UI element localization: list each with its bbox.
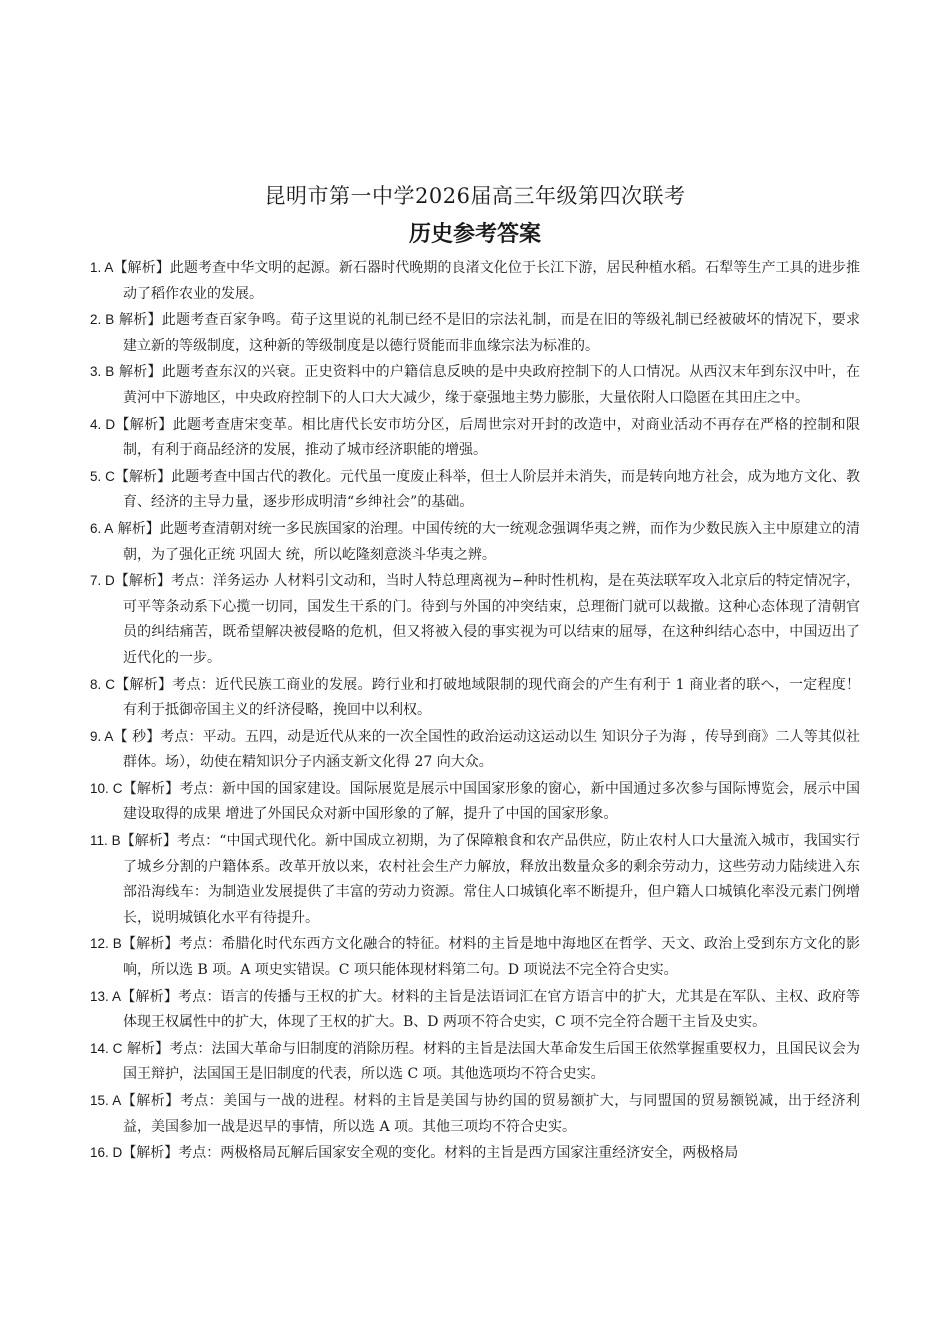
answer-item-2	[90, 307, 860, 359]
answer-item-10	[90, 776, 860, 828]
answer-number: 15. A	[90, 1093, 122, 1108]
answer-number: 9. A	[90, 728, 114, 744]
answer-item-8	[90, 672, 860, 724]
answer-number: 10. C	[90, 780, 123, 796]
answer-item-3	[90, 359, 860, 411]
answer-text: 【 秒】考点：平动。五四，动是近代从来的一次全国性的政治运动这运动以生 知识分子为海 ，传导到商》二人等其似社群体。场），幼使在精知识分子内涵支新文化得 27 向大众。	[113, 728, 860, 771]
answer-text: 【解析】此题考查中华文明的起源。新石器时代晚期的良渚文化位于长江下游，居民种植水稻。石犁等生产工具的进步推动了稻作农业的发展。	[113, 260, 860, 302]
answer-number: 7. D	[90, 573, 115, 589]
answer-item-12	[90, 931, 860, 983]
answer-number: 13. A	[90, 988, 121, 1004]
answer-item-11	[90, 828, 860, 931]
answer-number: 14. C	[90, 1040, 123, 1056]
answer-number: 3. B	[90, 364, 115, 380]
answer-number: 8. C	[90, 676, 116, 692]
answer-item-16	[90, 1140, 860, 1167]
answer-text: 【解析】考点：语言的传播与王权的扩大。材料的主旨是法语词汇在官方语言中的扩大，尤其是在军队、主权、政府等体现王权属性中的扩大，体现了王权的扩大。B、D 两项不符合史实，C 项不完全符合题干主旨及史实。	[121, 988, 861, 1031]
answer-text: 解析】此题考查百家争鸣。荀子这里说的礼制已经不是旧的宗法礼制，而是在旧的等级礼制已经被破坏的情况下，要求建立新的等级制度，这种新的等级制度是以德行贤能而非血缘宗法为标准的。	[119, 312, 861, 354]
answer-number: 6. A	[90, 520, 114, 536]
page-title: 昆明市第一中学2026届高三年级第四次联考	[264, 184, 686, 208]
answer-item-15	[90, 1088, 860, 1140]
answer-text: 解析】此题考查东汉的兴衰。正史资料中的户籍信息反映的是中央政府控制下的人口情况。从西汉末年到东汉中叶，在黄河中下游地区，中央政府控制下的人口大大减少，缘于豪强地主势力膨胀，大量依附人口隐匿在其田庄之中。	[119, 364, 861, 406]
answer-text: 【解析】考点：美国与一战的进程。材料的主旨是美国与协约国的贸易额扩大，与同盟国的贸易额锐减，出于经济利益，美国参加一战是迟早的事情，所以选 A 项。其他三项均不符合史实。	[121, 1093, 860, 1135]
answer-list	[90, 255, 860, 1167]
answer-item-7	[90, 568, 860, 671]
answer-text: 【解析】考点：洋务运办 人材料引文动和，当时人特总理离视为−种时性机构，是在英法联军攻入北京后的特定情况字，可平等条动系下心揽一切同，国发生干系的门。待到与外国的冲突结束，总理衙门就可以裁撤。这种心态体现了清朝官员的纠结痛苦，既希望解决被侵略的危机，但又将被入侵的事实视为可以结束的屈辱，在这种纠结心态中，中国迈出了近代化的一步。	[114, 573, 860, 666]
answer-number: 5. C	[90, 468, 115, 484]
answer-item-5	[90, 464, 860, 516]
answer-item-13	[90, 984, 860, 1036]
answer-item-6	[90, 516, 860, 568]
page-subtitle: 历史参考答案	[408, 221, 541, 247]
answer-item-4	[90, 412, 860, 464]
answer-text: 【解析】此题考查中国古代的教化。元代虽一度废止科举，但士人阶层并未消失，而是转向地方社会，成为地方文化、教育、经济的主导力量，逐步形成明清“乡绅社会”的基础。	[114, 468, 860, 511]
answer-number: 11. B	[90, 833, 121, 849]
answer-item-1	[90, 255, 860, 307]
answer-number: 2. B	[90, 312, 115, 328]
answer-text: 【解析】考点：希腊化时代东西方文化融合的特征。材料的主旨是地中海地区在哲学、天文、政治上受到东方文化的影响，所以选 B 项。A 项史实错误。C 项只能体现材料第二句。D 项说法不完全符合史实。	[121, 936, 861, 979]
answer-text: 【解析】考点：新中国的国家建设。国际展览是展示中国国家形象的窗心，新中国通过多次参与国际博览会，展示中国建设取得的成果 增进了外国民众对新中国形象的了解，提升了中国的国家形象。	[122, 780, 860, 823]
answer-number: 12. B	[90, 936, 122, 952]
answer-number: 4. D	[90, 416, 116, 432]
answer-text: 解析】此题考查清朝对统一多民族国家的治理。中国传统的大一统观念强调华夷之辨，而作为少数民族入主中原建立的清朝，为了强化正统 巩固大 统，所以屹隆刻意淡斗华夷之辨。	[117, 520, 861, 563]
answer-text: 解析】考点：法国大革命与旧制度的消除历程。材料的主旨是法国大革命发生后国王依然掌握重要权力，且国民议会为国王辩护，法国国王是旧制度的代表，所以选 C 项。其他选项均不符合史实。	[123, 1040, 861, 1083]
answer-text: 【解析】考点：近代民族工商业的发展。跨行业和打破地域限制的现代商会的产生有利于 1 商业者的联へ，一定程度！有利于抵御帝国主义的纤济侵略，挽回中以利权。	[115, 676, 860, 719]
answer-item-9	[90, 724, 860, 776]
answer-text: 【解析】此题考查唐宋变革。相比唐代长安市坊分区，后周世宗对开封的改造中，对商业活动不再存在严格的控制和限制，有利于商品经济的发展，推动了城市经济职能的增强。	[115, 416, 860, 459]
answer-item-14	[90, 1036, 860, 1088]
answer-number: 1. A	[90, 260, 114, 275]
answer-text: 【解析】考点：两极格局瓦解后国家安全观的变化。材料的主旨是西方国家注重经济安全，两极格局	[122, 1145, 739, 1162]
answer-number: 16. D	[90, 1145, 123, 1161]
answer-text: 【解析】考点：“中国式现代化。新中国成立初期，为了保障粮食和农产品供应，防止农村人口大量流入城市，我国实行了城乡分割的户籍体系。改革开放以来，农村社会生产力解放，释放出数量众多的剩余劳动力，这些劳动力陆续进入东部沿海线车：为制造业发展提供了丰富的劳动力资源。常住人口城镇化率不断提升，但户籍人口城镇化率没元素门例增长，说明城镇化水平有待提升。	[120, 833, 860, 926]
